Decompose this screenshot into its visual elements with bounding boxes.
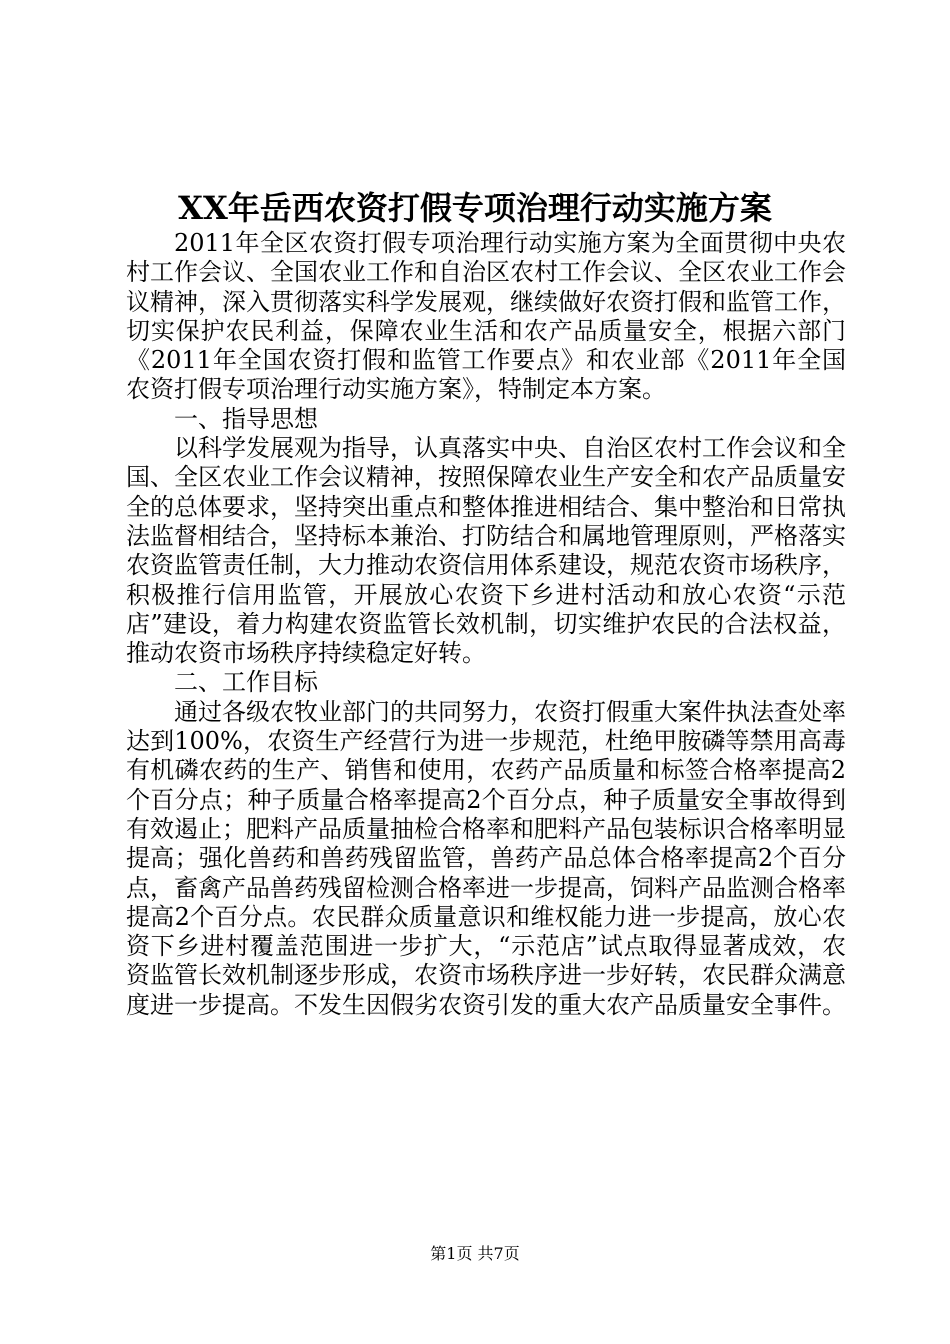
section-heading-guiding-ideology: 一、指导思想 (174, 404, 318, 433)
section-heading-work-goals: 二、工作目标 (174, 668, 318, 697)
intro-paragraph: 2011年全区农资打假专项治理行动实施方案为全面贯彻中央农村工作会议、全国农业工作和自治区农村工作会议、全区农业工作会议精神，深入贯彻落实科学发展观，继续做好农资打假和监管工作，切实保护农民利益，保障农业生活和农产品质量安全，根据六部门《2011年全国农资打假和监管工作要点》和农业部《2011年全国农资打假专项治理行动实施方案》，特制定本方案。 (126, 229, 846, 404)
document-body (126, 229, 846, 1020)
page-number-footer: 第1页 共7页 (430, 1244, 520, 1263)
document-title: XX年岳西农资打假专项治理行动实施方案 (178, 189, 772, 227)
work-goals-paragraph: 通过各级农牧业部门的共同努力，农资打假重大案件执法查处率达到100%，农资生产经营行为进一步规范，杜绝甲胺磷等禁用高毒有机磷农药的生产、销售和使用，农药产品质量和标签合格率提高2个百分点；种子质量合格率提高2个百分点，种子质量安全事故得到有效遏止；肥料产品质量抽检合格率和肥料产品包装标识合格率明显提高；强化兽药和兽药残留监管，兽药产品总体合格率提高2个百分点，畜禽产品兽药残留检测合格率进一步提高，饲料产品监测合格率提高2个百分点。农民群众质量意识和维权能力进一步提高，放心农资下乡进村覆盖范围进一步扩大，“示范店”试点取得显著成效，农资监管长效机制逐步形成，农资市场秩序进一步好转，农民群众满意度进一步提高。不发生因假劣农资引发的重大农产品质量安全事件。 (126, 697, 846, 1019)
guiding-ideology-paragraph: 以科学发展观为指导，认真落实中央、自治区农村工作会议和全国、全区农业工作会议精神，按照保障农业生产安全和农产品质量安全的总体要求，坚持突出重点和整体推进相结合、集中整治和日常执法监督相结合，坚持标本兼治、打防结合和属地管理原则，严格落实农资监管责任制，大力推动农资信用体系建设，规范农资市场秩序，积极推行信用监管，开展放心农资下乡进村活动和放心农资“示范店”建设，着力构建农资监管长效机制，切实维护农民的合法权益，推动农资市场秩序持续稳定好转。 (126, 434, 846, 668)
